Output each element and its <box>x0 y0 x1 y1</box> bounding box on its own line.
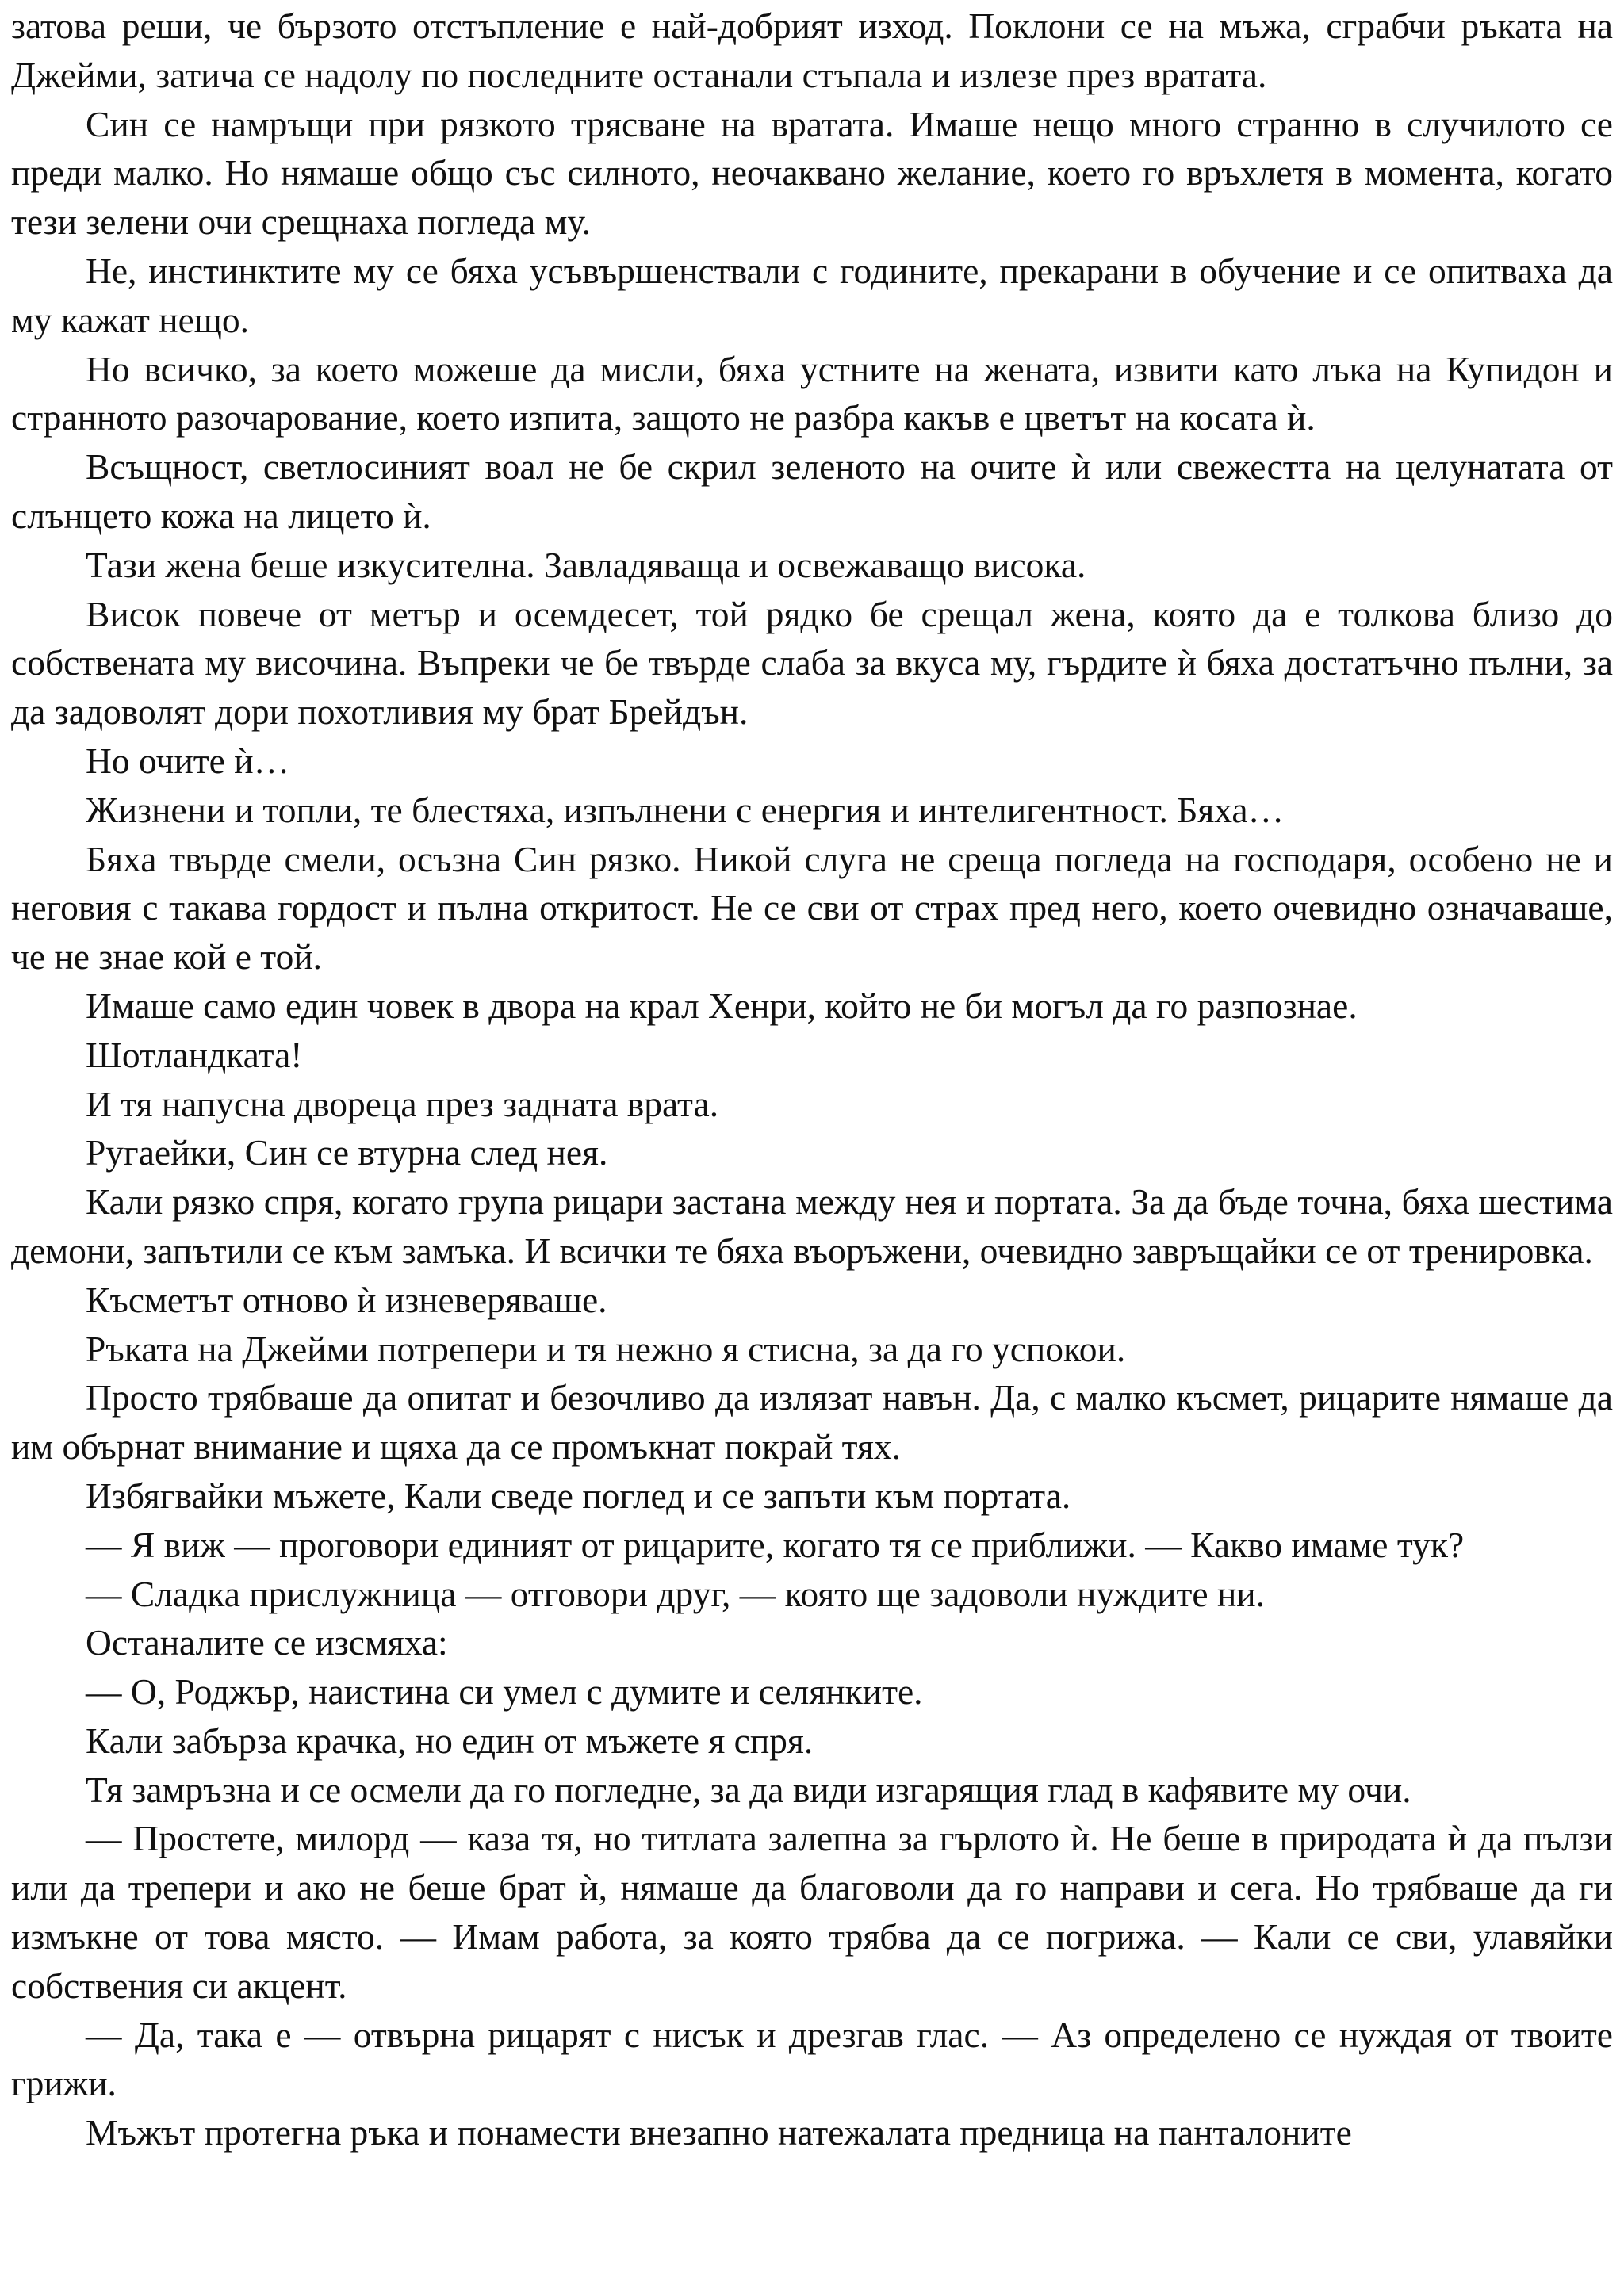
paragraph: затова реши, че бързото отстъпление е най-добрият изход. Поклони се на мъжа, сграбчи ръката на Джейми, затича се надолу по последните останали стъпала и излезе през вратата. <box>11 6 1613 95</box>
paragraph: Просто трябваше да опитат и безочливо да излязат навън. Да, с малко късмет, рицарите нямаше да им обърнат внимание и щяха да се промъкнат покрай тях. <box>11 1377 1613 1468</box>
paragraph: Кали рязко спря, когато група рицари застана между нея и портата. За да бъде точна, бяха шестима демони, запътили се към замъка. И всички те бяха въоръжени, очевидно завръщайки се от тренировка. <box>11 1181 1613 1271</box>
paragraph: Избягвайки мъжете, Кали сведе поглед и се запъти към портата. <box>86 1475 1071 1516</box>
paragraph: Ръката на Джейми потрепери и тя нежно я стисна, за да го успокои. <box>86 1328 1126 1369</box>
paragraph: Не, инстинктите му се бяха усъвършенствали с годините, прекарани в обучение и се опитваха да му кажат нещо. <box>11 250 1613 340</box>
paragraph: Ругаейки, Син се втурна след нея. <box>86 1132 608 1173</box>
paragraph: Всъщност, светлосиният воал не бе скрил зеленото на очите ѝ или свежестта на целунатата от слънцето кожа на лицето ѝ. <box>11 446 1613 536</box>
paragraph: И тя напусна двореца през задната врата. <box>86 1083 719 1124</box>
paragraph: Мъжът протегна ръка и понамести внезапно натежалата предница на панталоните <box>86 2112 1352 2153</box>
paragraph: — Да, така е — отвърна рицарят с нисък и дрезгав глас. — Аз определено се нуждая от твоите грижи. <box>11 2014 1613 2104</box>
paragraph: Останалите се изсмяха: <box>86 1622 448 1663</box>
paragraph: Жизнени и топли, те блестяха, изпълнени с енергия и интелигентност. Бяха… <box>86 789 1285 830</box>
paragraph: Висок повече от метър и осемдесет, той рядко бе срещал жена, която да е толкова близо до собствената му височина. Въпреки че бе твърде слаба за вкуса му, гърдите ѝ бяха достатъчно пълни, за да задоволят дори похотливия му брат Брейдън. <box>11 593 1613 733</box>
paragraph: — Простете, милорд — каза тя, но титлата залепна за гърлото ѝ. Не беше в природата ѝ да пълзи или да трепери и ако не беше брат ѝ, нямаше да благоволи да го направи и сега. Но трябваше да ги измъкне от това място. — Имам работа, за която трябва да се погрижа. — Кали се сви, улавяйки собствения си акцент. <box>11 1818 1613 2006</box>
paragraph: Кали забърза крачка, но един от мъжете я спря. <box>86 1720 814 1761</box>
paragraph: Шотландката! <box>86 1034 303 1075</box>
paragraph: Син се намръщи при рязкото трясване на вратата. Имаше нещо много странно в случилото се преди малко. Но нямаше общо със силното, неочаквано желание, което го връхлетя в момента, когато тези зелени очи срещнаха погледа му. <box>11 103 1613 243</box>
paragraph: — Я виж — проговори единият от рицарите, когато тя се приближи. — Какво имаме тук? <box>86 1524 1465 1565</box>
paragraph: Но очите ѝ… <box>86 740 290 781</box>
paragraph: — О, Роджър, наистина си умел с думите и селянките. <box>86 1671 923 1712</box>
paragraph: Късметът отново ѝ изневеряваше. <box>86 1279 607 1320</box>
paragraph: Имаше само един човек в двора на крал Хенри, който не би могъл да го разпознае. <box>86 985 1358 1026</box>
paragraph: Бяха твърде смели, осъзна Син рязко. Никой слуга не среща погледа на господаря, особено не и неговия с такава гордост и пълна откритост. Не се сви от страх пред него, което очевидно означаваше, че не знае кой е той. <box>11 838 1613 978</box>
paragraph: Тя замръзна и се осмели да го погледне, за да види изгарящия глад в кафявите му очи. <box>86 1769 1411 1810</box>
paragraph: Тази жена беше изкусителна. Завладяваща и освежаващо висока. <box>86 544 1086 585</box>
paragraph: — Сладка прислужница — отговори друг, — която ще задоволи нуждите ни. <box>86 1573 1266 1614</box>
paragraph: Но всичко, за което можеше да мисли, бяха устните на жената, извити като лъка на Купидон и странното разочарование, което изпита, защото не разбра какъв е цветът на косата ѝ. <box>11 348 1613 438</box>
